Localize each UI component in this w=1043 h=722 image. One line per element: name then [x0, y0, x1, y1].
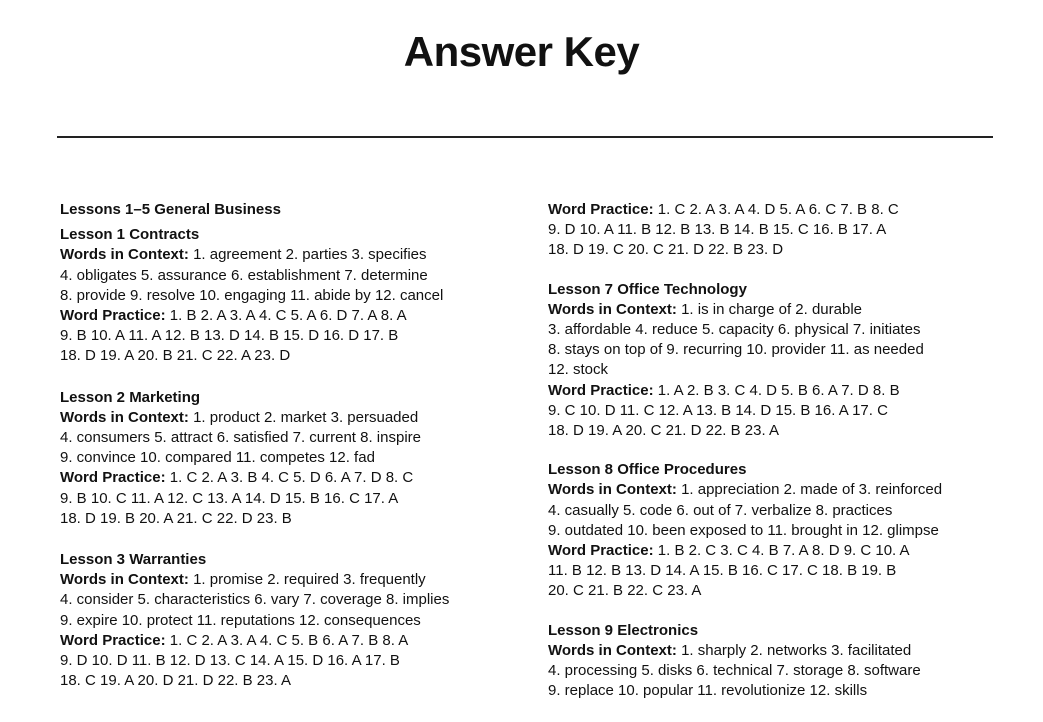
word-practice-label: Word Practice: — [548, 542, 654, 560]
answer-line: 11. B 12. B 13. D 14. A 15. B 16. C 17. C 18. B 19. B — [548, 562, 897, 580]
answer-line: 4. obligates 5. assurance 6. establishment 7. determine — [60, 266, 428, 284]
answer-line: 9. D 10. A 11. B 12. B 13. B 14. B 15. C 16. B 17. A — [548, 221, 887, 239]
answer-line: 9. convince 10. compared 11. competes 12. fad — [60, 449, 375, 467]
lesson-3 — [60, 550, 520, 691]
page-title: Answer Key — [403, 28, 640, 75]
lesson-7 — [548, 280, 1008, 442]
answer-line: 12. stock — [548, 361, 609, 379]
lesson-title: Lesson 7 Office Technology — [548, 280, 747, 298]
lesson-8 — [548, 460, 1008, 601]
lesson-title: Lesson 9 Electronics — [548, 621, 699, 639]
answer-line: 18. D 19. A 20. B 21. C 22. A 23. D — [60, 347, 291, 365]
answer-line: Words in Context: 1. product 2. market 3. persuaded — [60, 408, 419, 426]
answer-line: Word Practice: 1. C 2. A 3. B 4. C 5. D 6. A 7. D 8. C — [60, 469, 414, 487]
answer-line: Words in Context: 1. sharply 2. networks 3. facilitated — [548, 641, 912, 659]
answer-line: 18. D 19. B 20. A 21. C 22. D 23. B — [60, 509, 292, 527]
answer-line: 4. processing 5. disks 6. technical 7. storage 8. software — [548, 662, 921, 680]
title-divider — [57, 136, 993, 138]
answer-line: 9. outdated 10. been exposed to 11. brought in 12. glimpse — [548, 521, 939, 539]
word-practice-label: Word Practice: — [60, 307, 166, 325]
lesson-title: Lesson 3 Warranties — [60, 551, 207, 569]
lesson-title: Lesson 8 Office Procedures — [548, 461, 747, 479]
answer-line: 9. B 10. C 11. A 12. C 13. A 14. D 15. B 16. C 17. A — [60, 489, 399, 507]
answer-line: 8. provide 9. resolve 10. engaging 11. abide by 12. cancel — [60, 286, 444, 304]
answer-line: 4. consumers 5. attract 6. satisfied 7. current 8. inspire — [60, 429, 421, 447]
answer-line: 3. affordable 4. reduce 5. capacity 6. physical 7. initiates — [548, 321, 921, 339]
lesson-1 — [60, 225, 520, 366]
answer-line: Word Practice: 1. C 2. A 3. A 4. D 5. A 6. C 7. B 8. C — [548, 201, 899, 218]
answer-line: 20. C 21. B 22. C 23. A — [548, 582, 702, 600]
answer-line: Word Practice: 1. B 2. A 3. A 4. C 5. A 6. D 7. A 8. A — [60, 307, 407, 325]
words-in-context-label: Words in Context: — [60, 408, 189, 426]
answer-line: Word Practice: 1. C 2. A 3. A 4. C 5. B 6. A 7. B 8. A — [60, 631, 409, 649]
answer-line: 18. D 19. A 20. C 21. D 22. B 23. A — [548, 422, 779, 440]
right-column — [548, 200, 1008, 722]
lesson-title: Lesson 2 Marketing — [60, 388, 201, 406]
answer-line: Word Practice: 1. B 2. C 3. C 4. B 7. A 8. D 9. C 10. A — [548, 542, 910, 560]
lesson-title: Lesson 1 Contracts — [60, 226, 200, 244]
answer-line: 9. replace 10. popular 11. revolutionize 12. skills — [548, 682, 868, 700]
words-in-context-label: Words in Context: — [548, 481, 677, 499]
answer-line: 8. stays on top of 9. recurring 10. provider 11. as needed — [548, 341, 924, 359]
answer-line: 9. D 10. D 11. B 12. D 13. C 14. A 15. D 16. A 17. B — [60, 652, 400, 670]
words-in-context-label: Words in Context: — [548, 641, 677, 659]
answer-line: 9. expire 10. protect 11. reputations 12. consequences — [60, 611, 421, 629]
words-in-context-label: Words in Context: — [548, 300, 677, 318]
words-in-context-label: Words in Context: — [60, 571, 189, 589]
left-column — [60, 200, 520, 712]
word-practice-label: Word Practice: — [60, 631, 166, 649]
answer-line: Words in Context: 1. appreciation 2. made of 3. reinforced — [548, 481, 943, 499]
answer-line: Words in Context: 1. promise 2. required 3. frequently — [60, 571, 426, 589]
word-practice-label: Word Practice: — [60, 469, 166, 487]
answer-line: Words in Context: 1. agreement 2. parties 3. specifies — [60, 246, 427, 264]
answer-line: 9. B 10. A 11. A 12. B 13. D 14. B 15. D 16. D 17. B — [60, 327, 399, 345]
answer-line: 9. C 10. D 11. C 12. A 13. B 14. D 15. B 16. A 17. C — [548, 401, 888, 419]
answer-line: Words in Context: 1. is in charge of 2. durable — [548, 300, 863, 318]
lesson-6-continued — [548, 200, 1008, 261]
lesson-9 — [548, 621, 1008, 702]
answer-line: 18. C 19. A 20. D 21. D 22. B 23. A — [60, 672, 291, 690]
words-in-context-label: Words in Context: — [60, 246, 189, 264]
answer-line: 4. consider 5. characteristics 6. vary 7. coverage 8. implies — [60, 591, 450, 609]
word-practice-label: Word Practice: — [548, 381, 654, 399]
answer-line: Word Practice: 1. A 2. B 3. C 4. D 5. B 6. A 7. D 8. B — [548, 381, 900, 399]
answer-line: 18. D 19. C 20. C 21. D 22. B 23. D — [548, 241, 784, 259]
word-practice-label: Word Practice: — [548, 201, 654, 218]
lesson-2 — [60, 388, 520, 529]
answer-line: 4. casually 5. code 6. out of 7. verbalize 8. practices — [548, 501, 893, 519]
section-heading: Lessons 1–5 General Business — [60, 201, 281, 218]
